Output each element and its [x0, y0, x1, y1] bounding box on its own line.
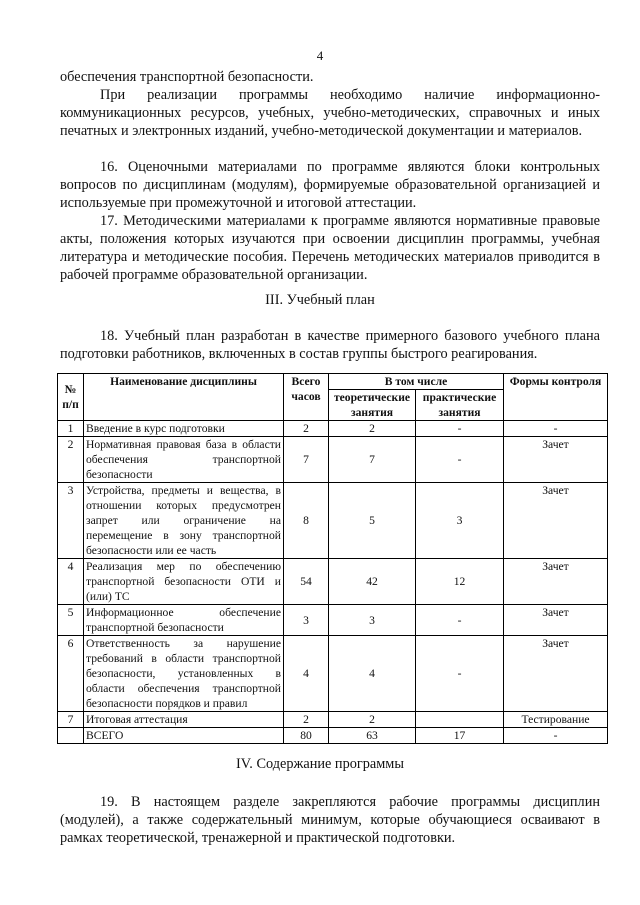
row-name: Итоговая аттестация	[84, 712, 284, 728]
total-theory: 63	[329, 728, 416, 744]
total-control: -	[504, 728, 608, 744]
table-row	[58, 437, 608, 483]
row-total: 7	[284, 437, 329, 483]
table-row	[58, 605, 608, 636]
row-num: 1	[58, 421, 84, 437]
header-theory: теоретические занятия	[329, 390, 416, 421]
row-total: 54	[284, 559, 329, 605]
row-theory: 42	[329, 559, 416, 605]
row-practice: -	[416, 605, 504, 636]
row-total: 4	[284, 636, 329, 712]
row-num: 6	[58, 636, 84, 712]
paragraph-19: 19. В настоящем разделе закрепляются рабочие программы дисциплин (модулей), а также содержательный минимум, которые обучающиеся осваивают в рамках теоретической, тренажерной и практической подготовки.	[60, 794, 600, 846]
row-name: Введение в курс подготовки	[84, 421, 284, 437]
row-theory: 7	[329, 437, 416, 483]
total-label: ВСЕГО	[84, 728, 284, 744]
row-control: Зачет	[504, 605, 608, 636]
curriculum-table	[57, 373, 608, 744]
table-row	[58, 559, 608, 605]
row-control: Зачет	[504, 437, 608, 483]
row-num: 7	[58, 712, 84, 728]
row-num: 3	[58, 483, 84, 559]
row-practice: -	[416, 636, 504, 712]
row-total: 8	[284, 483, 329, 559]
paragraph-continuation: обеспечения транспортной безопасности.	[60, 69, 314, 85]
row-theory: 5	[329, 483, 416, 559]
table-row	[58, 483, 608, 559]
table-header-row	[58, 374, 608, 390]
row-num: 4	[58, 559, 84, 605]
total-practice: 17	[416, 728, 504, 744]
section-heading-4: IV. Содержание программы	[236, 756, 404, 772]
row-theory: 2	[329, 421, 416, 437]
page-number: 4	[316, 48, 324, 63]
header-total: Всего часов	[284, 374, 329, 421]
row-control: Зачет	[504, 559, 608, 605]
table-row	[58, 421, 608, 437]
paragraph-16: 16. Оценочными материалами по программе являются блоки контрольных вопросов по дисциплинам (модулям), формируемые образовательной организацией и используемые при промежуточной и итоговой аттестации.	[60, 159, 600, 211]
table-total-row	[58, 728, 608, 744]
table-row	[58, 636, 608, 712]
row-practice: -	[416, 437, 504, 483]
row-name: Информационное обеспечение транспортной безопасности	[84, 605, 284, 636]
row-practice: 3	[416, 483, 504, 559]
section-heading-3: III. Учебный план	[265, 292, 375, 308]
row-practice	[416, 712, 504, 728]
row-total: 3	[284, 605, 329, 636]
row-practice: 12	[416, 559, 504, 605]
row-num: 5	[58, 605, 84, 636]
row-practice: -	[416, 421, 504, 437]
table-row	[58, 712, 608, 728]
header-num: № п/п	[58, 374, 84, 421]
row-name: Ответственность за нарушение требований в области транспортной безопасности, установленных в области обеспечения транспортной безопасности порядков и правил	[84, 636, 284, 712]
row-name: Реализация мер по обеспечению транспортной безопасности ОТИ и (или) ТС	[84, 559, 284, 605]
row-total: 2	[284, 421, 329, 437]
row-control: Зачет	[504, 483, 608, 559]
paragraph-18: 18. Учебный план разработан в качестве примерного базового учебного плана подготовки работников, включенных в состав группы быстрого реагирования.	[60, 328, 600, 362]
row-theory: 3	[329, 605, 416, 636]
row-control: -	[504, 421, 608, 437]
row-theory: 4	[329, 636, 416, 712]
header-including: В том числе	[329, 374, 504, 390]
header-practice: практические занятия	[416, 390, 504, 421]
row-theory: 2	[329, 712, 416, 728]
row-control: Тестирование	[504, 712, 608, 728]
total-num-cell	[58, 728, 84, 744]
header-name: Наименование дисциплины	[84, 374, 284, 421]
row-total: 2	[284, 712, 329, 728]
header-control: Формы контроля	[504, 374, 608, 421]
row-control: Зачет	[504, 636, 608, 712]
row-name: Устройства, предметы и вещества, в отношении которых предусмотрен запрет или ограничение на перемещение в зону транспортной безопасности или ее часть	[84, 483, 284, 559]
row-num: 2	[58, 437, 84, 483]
paragraph-17: 17. Методическими материалами к программе являются нормативные правовые акты, положения которых изучаются при освоении дисциплин программы, учебная литература и методические пособия. Перечень методических материалов приводится в рабочей программе образовательной организации.	[60, 213, 600, 283]
paragraph-resources: При реализации программы необходимо наличие информационно-коммуникационных ресурсов, учебных, учебно-методических, справочных и иных печатных и электронных изданий, учебно-методической документации и материалов.	[60, 87, 600, 139]
total-hours: 80	[284, 728, 329, 744]
row-name: Нормативная правовая база в области обеспечения транспортной безопасности	[84, 437, 284, 483]
